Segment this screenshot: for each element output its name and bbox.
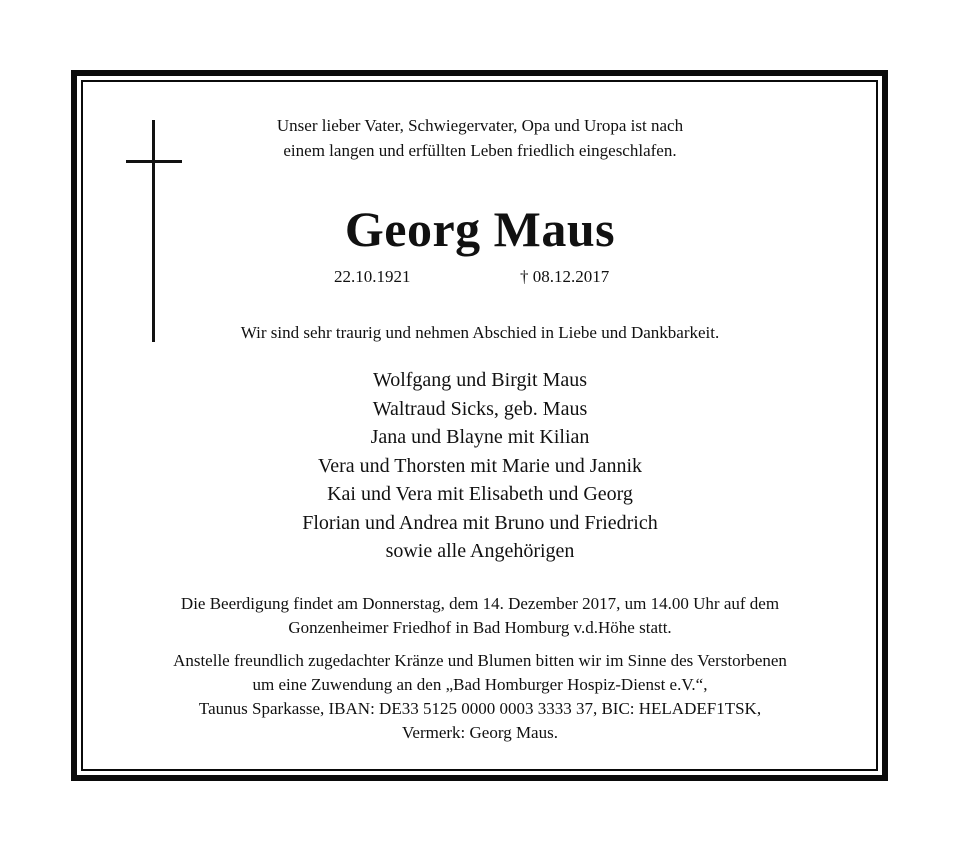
donation-line-3: Taunus Sparkasse, IBAN: DE33 5125 0000 0003 3333 37, BIC: HELADEF1TSK, [198,699,762,718]
family-member: Waltraud Sicks, geb. Maus [372,397,588,420]
donation-line-2: um eine Zuwendung an den „Bad Homburger Hospiz-Dienst e.V.“, [252,675,708,694]
family-member: Florian und Andrea mit Bruno und Friedrich [302,511,658,534]
family-member: Kai und Vera mit Elisabeth und Georg [327,483,633,505]
deceased-name: Georg Maus [344,201,616,257]
birth-date: 22.10.1921 [334,267,411,286]
donation-notice [100,649,860,745]
family-member: sowie alle Angehörigen [385,540,575,562]
death-date: † 08.12.2017 [520,267,610,286]
intro-text [150,113,810,163]
intro-line-2: einem langen und erfüllten Leben friedlich eingeschlafen. [283,141,677,160]
family-member: Wolfgang und Birgit Maus [372,369,588,391]
donation-line-4: Vermerk: Georg Maus. [402,723,558,742]
family-member: Jana und Blayne mit Kilian [370,426,590,448]
funeral-line-2: Gonzenheimer Friedhof in Bad Homburg v.d.Höhe statt. [288,618,672,637]
family-member: Vera und Thorsten mit Marie und Jannik [317,454,642,477]
family-list [180,366,780,566]
funeral-line-1: Die Beerdigung findet am Donnerstag, dem 14. Dezember 2017, um 14.00 Uhr auf dem [180,594,780,613]
intro-line-1: Unser lieber Vater, Schwiegervater, Opa und Uropa ist nach [276,116,684,135]
funeral-notice [110,592,850,640]
farewell-text: Wir sind sehr traurig und nehmen Abschied in Liebe und Dankbarkeit. [240,323,720,342]
donation-line-1: Anstelle freundlich zugedachter Kränze und Blumen bitten wir im Sinne des Verstorbenen [173,651,787,670]
